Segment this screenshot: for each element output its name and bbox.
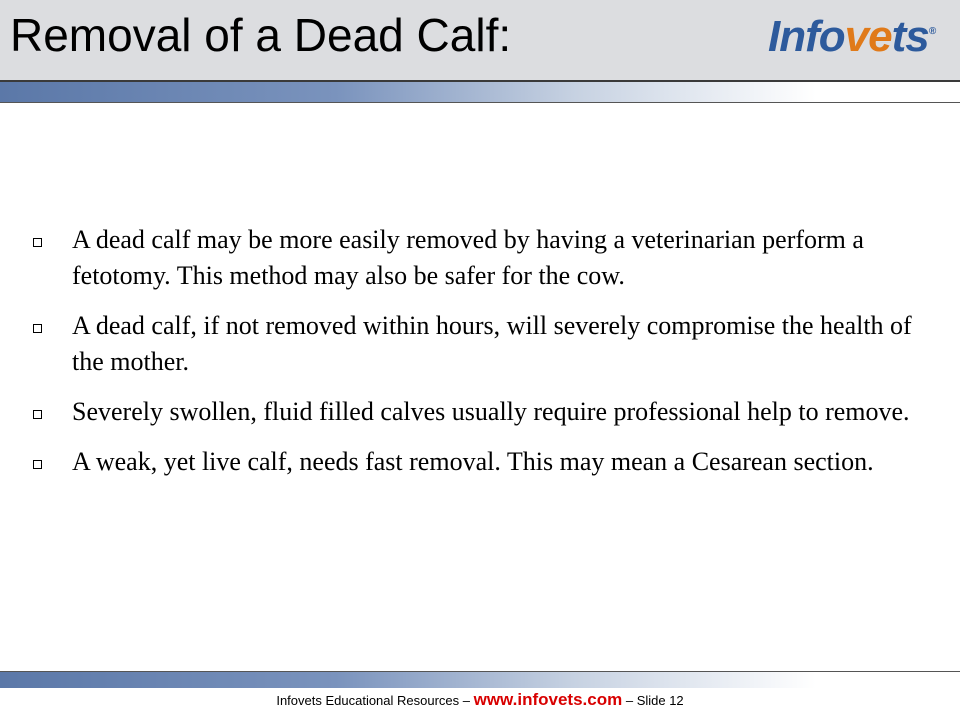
bullet-text: A dead calf may be more easily removed by having a veterinarian perform a fetotomy. This method may also be safer for the cow. xyxy=(72,225,864,290)
checkbox-bullet-icon xyxy=(33,238,42,247)
bullet-list xyxy=(30,222,930,494)
bullet-item xyxy=(30,444,930,480)
slide-footer xyxy=(0,690,960,710)
bullet-text: A weak, yet live calf, needs fast removal. This may mean a Cesarean section. xyxy=(72,447,874,476)
checkbox-bullet-icon xyxy=(33,410,42,419)
header-gradient-band xyxy=(0,82,960,102)
checkbox-bullet-icon xyxy=(33,460,42,469)
slide-header xyxy=(0,0,960,80)
bullet-text: Severely swollen, fluid filled calves usually require professional help to remove. xyxy=(72,397,910,426)
footer-prefix: Infovets Educational Resources – xyxy=(276,693,474,708)
footer-gradient-band xyxy=(0,672,960,688)
slide-title: Removal of a Dead Calf: xyxy=(10,9,512,61)
infovets-logo: Infovets® xyxy=(768,12,936,61)
bullet-text: A dead calf, if not removed within hours, will severely compromise the health of the mother. xyxy=(72,311,912,376)
footer-suffix: – Slide 12 xyxy=(622,693,684,708)
bullet-item xyxy=(30,308,930,380)
footer-url-link[interactable]: www.infovets.com xyxy=(473,690,623,709)
checkbox-bullet-icon xyxy=(33,324,42,333)
bullet-item xyxy=(30,222,930,294)
bullet-item xyxy=(30,394,930,430)
header-divider-bottom xyxy=(0,102,960,103)
